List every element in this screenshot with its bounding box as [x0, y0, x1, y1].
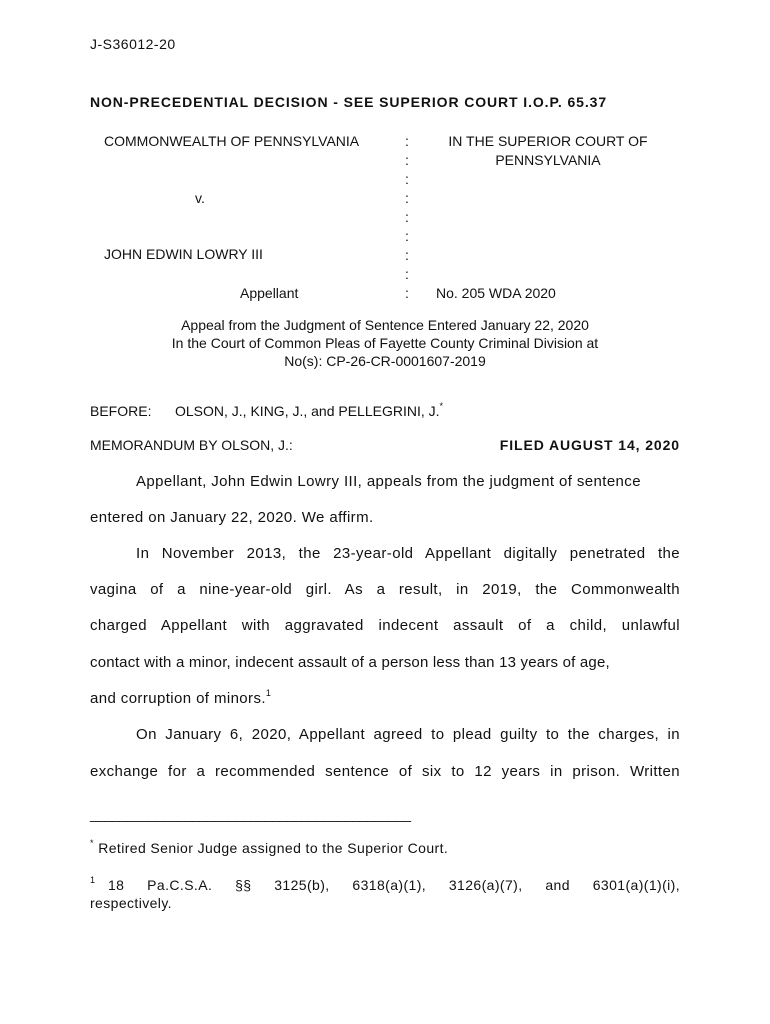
footnote-1-line2: respectively.	[90, 895, 172, 911]
caption-separator: :	[405, 285, 409, 301]
appeal-line3: No(s): CP-26-CR-0001607-2019	[284, 353, 486, 369]
paragraph-3-line2: exchange for a recommended sentence of six to 12 years in prison. Written	[90, 763, 680, 780]
caption-separator: :	[405, 171, 409, 187]
paragraph-1-line1: Appellant, John Edwin Lowry III, appeals from the judgment of sentence	[136, 473, 641, 490]
paragraph-2-line5	[90, 690, 680, 707]
plaintiff-name: COMMONWEALTH OF PENNSYLVANIA	[104, 133, 360, 149]
footnote-star-marker: *	[90, 838, 94, 848]
caption-separator: :	[405, 133, 409, 149]
caption-separator: :	[405, 228, 409, 244]
paragraph-2-line4: contact with a minor, indecent assault of a person less than 13 years of age,	[90, 654, 610, 671]
court-name-line2: PENNSYLVANIA	[495, 152, 601, 168]
paragraph-2-line1: In November 2013, the 23-year-old Appellant digitally penetrated the	[136, 545, 680, 562]
docket-number: J-S36012-20	[90, 36, 176, 52]
footnote-star	[90, 840, 448, 856]
appeal-line2: In the Court of Common Pleas of Fayette County Criminal Division at	[171, 335, 599, 351]
footnote-rule: ____________________________________________	[90, 806, 411, 822]
versus-label: v.	[195, 190, 205, 206]
footnote-star-text: Retired Senior Judge assigned to the Superior Court.	[98, 840, 449, 856]
filed-date: FILED AUGUST 14, 2020	[499, 437, 680, 453]
paragraph-2-line2: vagina of a nine-year-old girl. As a result, in 2019, the Commonwealth	[90, 581, 680, 598]
paragraph-2-line5-text: and corruption of minors.	[90, 690, 266, 707]
before-label: BEFORE:	[90, 403, 152, 419]
footnote-ref-1: 1	[265, 688, 272, 698]
memorandum-author: MEMORANDUM BY OLSON, J.:	[90, 437, 293, 453]
caption-separator: :	[405, 152, 409, 168]
case-number: No. 205 WDA 2020	[436, 285, 556, 301]
footnote-1-marker-text: 1	[90, 875, 96, 885]
caption-separator: :	[405, 209, 409, 225]
caption-separator: :	[405, 247, 409, 263]
decision-notice: NON-PRECEDENTIAL DECISION - SEE SUPERIOR COURT I.O.P. 65.37	[90, 94, 608, 110]
paragraph-3-line1: On January 6, 2020, Appellant agreed to plead guilty to the charges, in	[136, 726, 680, 743]
caption-separator: :	[405, 190, 409, 206]
court-name-line1: IN THE SUPERIOR COURT OF	[448, 133, 648, 149]
footnote-1-line1: 18 Pa.C.S.A. §§ 3125(b), 6318(a)(1), 3126(a)(7), and 6301(a)(1)(i),	[108, 877, 680, 893]
footnote-ref-star: *	[439, 401, 444, 411]
caption-separator: :	[405, 266, 409, 282]
paragraph-1-line2: entered on January 22, 2020. We affirm.	[90, 509, 374, 526]
panel-judges-text: OLSON, J., KING, J., and PELLEGRINI, J.	[175, 403, 440, 419]
appeal-line1: Appeal from the Judgment of Sentence Entered January 22, 2020	[181, 317, 589, 333]
defendant-name: JOHN EDWIN LOWRY III	[104, 246, 263, 262]
appellant-role: Appellant	[240, 285, 299, 301]
paragraph-2-line3: charged Appellant with aggravated indecent assault of a child, unlawful	[90, 617, 680, 634]
footnote-1-marker	[90, 877, 95, 893]
panel-judges	[175, 403, 443, 419]
